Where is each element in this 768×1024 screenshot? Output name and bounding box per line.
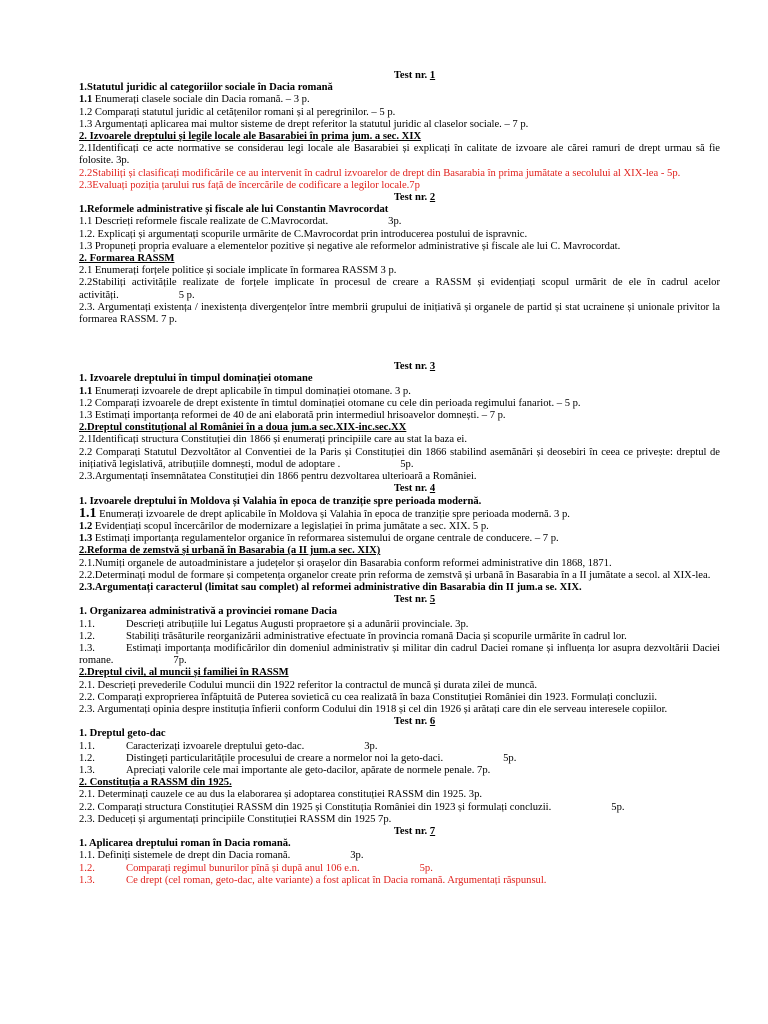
question-item (79, 265, 720, 277)
section-heading: 2. Constituția a RASSM din 1925. (79, 777, 232, 789)
test-number: 3 (429, 361, 436, 373)
question-item (79, 802, 720, 814)
question-number: 1.2. (79, 630, 95, 642)
spacer (79, 326, 720, 361)
question-number: 1.3 (79, 410, 93, 422)
question-text: Comparați regimul bunurilor pînă și după anul 106 e.n. (126, 862, 360, 874)
question-text: Comparați izvoarele de drept existente în timtul dominației otomane cu cele din perioada regimului fanariot. – 5 p. (92, 397, 581, 409)
question-text: Enumerați izvoarele de drept aplicabile în timpul dominației otomane. 3 p. (92, 385, 411, 397)
question-item (79, 447, 720, 471)
section-heading: 2. Izvoarele dreptului și legile locale ale Basarabiei în prima jum. a sec. XIX (79, 131, 422, 143)
test-number: 4 (429, 483, 436, 495)
test-title (79, 70, 720, 82)
question-text: .Argumentați însemnătatea Constituției din 1866 pentru dezvoltarea ulterioară a României. (92, 471, 477, 483)
question-text: .Determinați modul de formare și competența organelor create prin reforma de zemstvă și urbană în Basarabia în a II jumătate a secol. al XIX-lea. (92, 569, 711, 581)
section-heading: 2. Formarea RASSM (79, 253, 175, 265)
test-title-prefix: Test nr. (393, 361, 430, 373)
question-text: Comparați statutul juridic al cetățenilor romani și al peregrinilor. – 5 p. (92, 106, 396, 118)
question-text: Deduceți și argumentați principiile Constituției RASSM din 1925 7p. (94, 813, 392, 825)
question-text: Estimați importanța regulamentelor organice în reformarea sistemului de organe centrale de conducere. – 7 p. (92, 533, 559, 545)
question-number: 1.2 (79, 228, 93, 240)
section-heading: 1. Aplicarea dreptului roman în Dacia romană. (79, 838, 291, 850)
question-number: 2.2. (79, 801, 95, 813)
question-points: 5 p. (178, 289, 195, 301)
question-item (79, 704, 720, 716)
question-item (79, 386, 720, 398)
question-item (79, 143, 720, 167)
question-item (79, 680, 720, 692)
question-points: 7p. (173, 655, 187, 667)
question-item (79, 643, 720, 667)
question-points: 3p. (388, 216, 402, 228)
question-item (79, 119, 720, 131)
question-item (79, 863, 720, 875)
question-number: 2.3. (79, 813, 95, 825)
question-item (79, 94, 720, 106)
question-item (79, 410, 720, 422)
question-points: 3p. (350, 850, 364, 862)
question-number: 2.3 (79, 179, 93, 191)
question-number: 2.2 (79, 446, 93, 458)
section-heading: 1. Izvoarele dreptului în Moldova și Valahia în epoca de tranziție spre perioada modernă. (79, 495, 482, 507)
section-heading: 2.Dreptul constituțional al României în a doua jum.a sec.XIX-inc.sec.XX (79, 422, 407, 434)
question-number: 2.2 (79, 277, 93, 289)
section-heading: 1. Organizarea administrativă a provinciei romane Dacia (79, 606, 338, 618)
question-text: .Argumentați caracterul (limitat sau complet) al reformei administrative din Basarabia din II jum.a se. XIX. (92, 581, 582, 593)
question-number: 1.1. (79, 618, 95, 630)
test-number: 2 (429, 192, 436, 204)
question-item (79, 558, 720, 570)
question-item (79, 505, 720, 521)
question-item (79, 814, 720, 826)
question-item (79, 241, 720, 253)
question-text: Enumerați clasele sociale din Dacia romană. – 3 p. (92, 94, 310, 106)
question-number: 2.2 (79, 569, 93, 581)
question-points: 5p. (611, 801, 625, 813)
test-number: 6 (429, 716, 436, 728)
question-number: 1.3 (79, 240, 93, 252)
question-item (79, 521, 720, 533)
section-heading: 1.Statutul juridic al categoriilor sociale în Dacia romană (79, 82, 333, 94)
test-title (79, 716, 720, 728)
question-points: 5p. (419, 862, 433, 874)
question-text: Comparați Statutul Dezvoltător al Conventiei de la Paris și Constituției din 1866 stabilind asemănări și deosebiri în ceea ce privește: dreptul de inițiativă legislativă, atribuțiile domnești, modul de adoptare . (79, 446, 720, 470)
question-text: Argumentați existența / inexistența divergențelor între membrii grupului de inițiativă și organele de partid și stat ucrainene și unionale privitor la formarea RASSM. 7 p. (79, 301, 720, 326)
question-text: Comparați exproprierea înfăptuită de Puterea sovietică cu cea realizată în baza Constituției României din 1923. Formulați concluzii. (94, 691, 658, 703)
section-heading: 2.Dreptul civil, al muncii și familiei în RASSM (79, 667, 289, 679)
question-text: .Numiți organele de autoadministare a județelor și orașelor din Basarabia conform reformei administrative din 1868, 1871. (92, 557, 612, 569)
question-text: Stabiliți și clasificați modificările ce au intervenit în cadrul izvoarelor de drept din Basarabia în prima jumătate a secolului al XIX-lea - 5p. (92, 167, 681, 179)
test-number: 7 (429, 825, 436, 837)
question-number: 1.3 (79, 533, 93, 545)
question-number: 1.2 (79, 397, 93, 409)
question-item (79, 765, 720, 777)
question-item (79, 533, 720, 545)
test-number: 1 (429, 70, 436, 81)
question-text: Ce drept (cel roman, geto-dac, alte variante) a fost aplicat în Dacia romană. Argumentați răspunsul. (126, 874, 547, 886)
question-text: Enumerați izvoarele de drept aplicabile în Moldova și Valahia în epoca de tranziție spre perioada modernă. 3 p. (96, 508, 570, 520)
question-text: Descrieți reformele fiscale realizate de C.Mavrocordat. (92, 216, 329, 228)
question-text: Caracterizați izvoarele dreptului geto-dac. (126, 740, 305, 752)
question-text: Stabiliți trăsăturile reorganizării administrative efectuate în provincia romană Dacia și scopurile urmărite în cadrul lor. (126, 630, 627, 642)
question-text: . Explicați și argumentați scopurile urmărite de C.Mavrocordat prin introducerea postului de ispravnic. (92, 228, 528, 240)
question-text: Definiți sistemele de drept din Dacia romană. (94, 850, 291, 862)
question-text: Estimați importanța modificărilor din domeniul administrativ și militar din cadrul Daciei romane și influența lor asupra dezvoltării Daciei romane. (79, 642, 720, 667)
question-text: Argumentați opinia despre instituția înfierii conform Codului din 1918 și cel din 1926 și arătați care din ele serveau interesele copiilor. (94, 703, 668, 715)
question-item (79, 741, 720, 753)
question-number: 2.1. (79, 679, 95, 691)
question-text: Propuneți propria evaluare a elementelor pozitive și negative ale reformelor administrative și fiscale ale lui C. Mavrocordat. (92, 240, 621, 252)
question-number: 1.2. (79, 752, 95, 764)
question-text: Estimați importanța reformei de 40 de ani elaborată prin intermediul hrisoavelor domnești. – 7 p. (92, 410, 506, 422)
question-number: 1.1 (79, 505, 97, 521)
question-number: 1.3 (79, 118, 93, 130)
question-item (79, 168, 720, 180)
test-title-prefix: Test nr. (393, 594, 430, 606)
test-title-prefix: Test nr. (393, 483, 430, 495)
question-item (79, 398, 720, 410)
test-title-prefix: Test nr. (393, 716, 430, 728)
question-item (79, 229, 720, 241)
question-item (79, 875, 720, 887)
test-title (79, 826, 720, 838)
question-item (79, 619, 720, 631)
question-item (79, 107, 720, 119)
question-points: 5p. (503, 752, 517, 764)
section-heading: 1. Dreptul geto-dac (79, 728, 166, 740)
question-item (79, 570, 720, 582)
question-item (79, 789, 720, 801)
question-number: 1.2 (79, 106, 93, 118)
question-text: Distingeți particularitățile procesului de creare a normelor noi la geto-daci. (126, 752, 444, 764)
question-item (79, 753, 720, 765)
question-number: 2.3. (79, 703, 95, 715)
question-number: 1.1 (79, 385, 93, 397)
question-number: 1.1 (79, 216, 93, 228)
question-text: Enumerați forțele politice și sociale implicate în formarea RASSM 3 p. (92, 265, 397, 277)
question-item (79, 277, 720, 301)
test-title-prefix: Test nr. (393, 70, 430, 81)
question-number: 1.3. (79, 642, 95, 654)
section-heading: 1.Reformele administrative și fiscale ale lui Constantin Mavrocordat (79, 204, 389, 216)
question-text: Stabiliți activitățile realizate de forțele implicate în procesul de creare a RASSM și evidențiați scopul urmărit de ele în cadrul acelor activități. (79, 277, 720, 301)
question-number: 1.3. (79, 764, 95, 776)
question-number: 1.2 (79, 520, 93, 532)
question-item (79, 850, 720, 862)
question-text: Identificați structura Constituției din 1866 și enumerați principiile care au stat la baza ei. (92, 434, 468, 446)
question-text: Descrieți prevederile Codului muncii din 1922 referitor la contractul de muncă și durata zilei de muncă. (94, 679, 538, 691)
question-item (79, 180, 720, 192)
question-number: 2.1 (79, 143, 93, 155)
question-number: 1.1. (79, 850, 95, 862)
question-text: Descrieți atribuțiile lui Legatus Augusti propraetore și a adunării provinciale. 3p. (126, 618, 469, 630)
question-text: Argumentați aplicarea mai multor sisteme de drept referitor la statutul juridic al claselor sociale. – 7 p. (92, 118, 529, 130)
question-item (79, 302, 720, 326)
question-number: 2.3. (79, 301, 95, 313)
question-item (79, 631, 720, 643)
test-title-prefix: Test nr. (393, 192, 430, 204)
question-item (79, 216, 720, 228)
question-text: Evaluați poziția țarului rus față de încercările de codificare a legilor locale.7p (92, 179, 420, 191)
test-title (79, 192, 720, 204)
question-text: Apreciați valorile cele mai importante ale geto-dacilor, apărate de normele penale. 7p. (126, 764, 491, 776)
question-text: Identificați ce acte normative se considerau legi locale ale Basarabiei și explicați în calitate de izvoare ale cărei ramuri de drept urmau să fie folosite. 3p. (79, 143, 720, 167)
question-text: Determinați cauzele ce au dus la elaborarea și adoptarea constituției RASSM din 1925. 3p. (94, 789, 483, 801)
question-item (79, 692, 720, 704)
question-points: 3p. (364, 740, 378, 752)
question-number: 2.3 (79, 471, 93, 483)
question-number: 2.2 (79, 167, 93, 179)
question-points: 5p. (400, 458, 414, 470)
question-number: 1.1 (79, 94, 93, 106)
question-item (79, 582, 720, 594)
question-text: Evidențiați scopul încercărilor de modernizare a legislației în prima jumătate a sec. XIX. 5 p. (92, 520, 489, 532)
test-title (79, 594, 720, 606)
question-item (79, 434, 720, 446)
section-heading: 2.Reforma de zemstvă și urbană în Basarabia (a II jum.a sec. XIX) (79, 545, 381, 557)
test-number: 5 (429, 594, 436, 606)
document-page (79, 70, 720, 887)
question-number: 2.1. (79, 789, 95, 801)
question-number: 2.1 (79, 265, 93, 277)
question-text: Comparați structura Constituției RASSM din 1925 și Constituția României din 1923 și formulați concluzii. (94, 801, 552, 813)
question-number: 1.3. (79, 874, 95, 886)
question-number: 2.1 (79, 557, 93, 569)
test-title (79, 361, 720, 373)
question-number: 1.2. (79, 862, 95, 874)
test-title-prefix: Test nr. (393, 825, 430, 837)
question-item (79, 471, 720, 483)
test-title (79, 483, 720, 495)
question-number: 2.1 (79, 434, 93, 446)
question-number: 1.1. (79, 740, 95, 752)
question-number: 2.3 (79, 581, 93, 593)
question-number: 2.2. (79, 691, 95, 703)
section-heading: 1. Izvoarele dreptului în timpul dominației otomane (79, 373, 313, 385)
